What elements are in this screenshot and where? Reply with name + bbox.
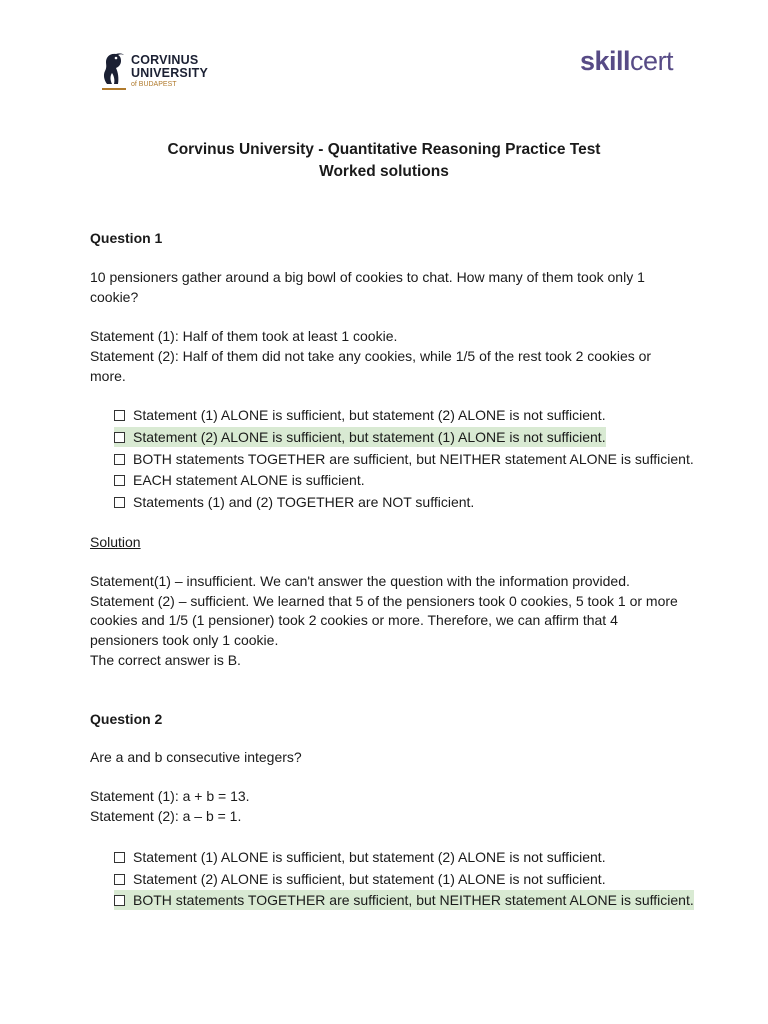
option-label: Statement (1) ALONE is sufficient, but statement (2) ALONE is not sufficient.	[133, 849, 606, 865]
checkbox[interactable]	[114, 454, 125, 465]
checkbox[interactable]	[114, 475, 125, 486]
q1-option-e[interactable]	[114, 492, 474, 512]
question-2-heading: Question 2	[90, 711, 163, 727]
q1-statement-line: Statement (2): Half of them did not take any cookies, while 1/5 of the rest took 2 cookies or	[90, 348, 652, 364]
checkbox[interactable]	[114, 497, 125, 508]
option-label: Statement (2) ALONE is sufficient, but statement (1) ALONE is not sufficient.	[133, 429, 606, 445]
question-1-text-line: cookie?	[90, 289, 139, 305]
q2-statement-line: Statement (2): a – b = 1.	[90, 808, 242, 824]
question-2-text-line: Are a and b consecutive integers?	[90, 749, 302, 765]
solution-line: Statement (2) – sufficient. We learned that 5 of the pensioners took 0 cookies, 5 took 1 or more	[90, 593, 678, 609]
solution-heading: Solution	[90, 534, 141, 550]
checkbox[interactable]	[114, 895, 125, 906]
skillcert-cert: cert	[630, 46, 674, 76]
corvinus-name-line2: UNIVERSITY	[131, 66, 209, 80]
option-label: Statement (1) ALONE is sufficient, but statement (2) ALONE is not sufficient.	[133, 407, 606, 423]
solution-line: cookies and 1/5 (1 pensioner) took 2 cookies or more. Therefore, we can affirm that 4	[90, 612, 618, 628]
q1-option-d[interactable]	[114, 470, 365, 490]
skillcert-skill: skill	[580, 46, 631, 76]
document-title: Corvinus University - Quantitative Reasoning Practice Test	[167, 141, 601, 158]
q2-option-b[interactable]	[114, 869, 606, 889]
corvinus-logo	[98, 50, 218, 94]
solution-line: The correct answer is B.	[90, 652, 241, 668]
corvinus-name-line3: of BUDAPEST	[131, 81, 177, 88]
option-label: Statement (2) ALONE is sufficient, but statement (1) ALONE is not sufficient.	[133, 871, 606, 887]
skillcert-logo	[580, 46, 673, 77]
checkbox[interactable]	[114, 410, 125, 421]
q2-option-c[interactable]	[114, 890, 694, 910]
q1-option-a[interactable]	[114, 405, 606, 425]
q2-option-a[interactable]	[114, 847, 606, 867]
solution-line: Statement(1) – insufficient. We can't answer the question with the information provided.	[90, 573, 630, 589]
solution-line: pensioners took only 1 cookie.	[90, 632, 279, 648]
checkbox[interactable]	[114, 874, 125, 885]
q1-statement-line: Statement (1): Half of them took at least 1 cookie.	[90, 328, 398, 344]
option-label: BOTH statements TOGETHER are sufficient, but NEITHER statement ALONE is sufficient.	[133, 892, 694, 908]
q1-option-c[interactable]	[114, 449, 694, 469]
option-label: EACH statement ALONE is sufficient.	[133, 472, 365, 488]
question-1-text-line: 10 pensioners gather around a big bowl of cookies to chat. How many of them took only 1	[90, 269, 645, 285]
question-1-heading: Question 1	[90, 230, 163, 246]
document-subtitle: Worked solutions	[319, 163, 449, 180]
q1-option-b[interactable]	[114, 427, 606, 447]
checkbox[interactable]	[114, 852, 125, 863]
corvinus-name-line1: CORVINUS	[131, 53, 199, 67]
q2-statement-line: Statement (1): a + b = 13.	[90, 788, 250, 804]
option-label: BOTH statements TOGETHER are sufficient, but NEITHER statement ALONE is sufficient.	[133, 451, 694, 467]
option-label: Statements (1) and (2) TOGETHER are NOT sufficient.	[133, 494, 475, 510]
q1-statement-line: more.	[90, 368, 126, 384]
checkbox[interactable]	[114, 432, 125, 443]
logo-underline	[102, 88, 126, 90]
raven-icon	[98, 50, 128, 90]
